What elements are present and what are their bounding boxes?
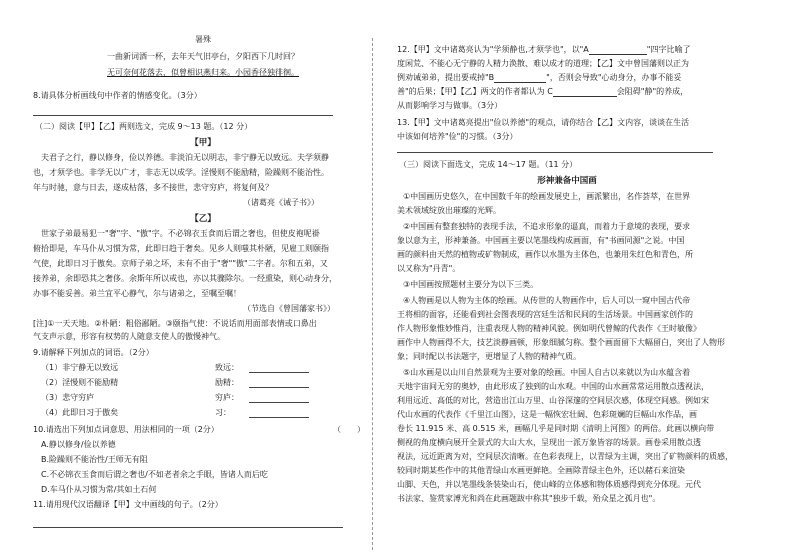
q10-option-d: D.车马仆从习惯为常/其如土石何 (41, 485, 157, 494)
yi-line-5: 办事不能妥善。弟兰宜平心静气，尔与诸弟之，至嘱至嘱！ (33, 289, 241, 298)
q13-answer-line[interactable] (397, 152, 713, 153)
q9-key-3: 穷庐： (215, 393, 239, 402)
p5-line-4: 代山水画的代表作《千里江山图》，这是一幅恢宏壮阔、色彩斑斓的巨幅山水作品，画 (397, 410, 697, 419)
p2-line-4: 以又称为"丹青"。 (397, 264, 461, 273)
p5-line-5: 卷长 11.915 米、高 0.515 米，画幅几乎是同时期《清明上河图》的两倍。此画以横向带 (397, 424, 715, 433)
p5-line-6: 侧视的角度横向展开全景式的大山大水，呈现出一派万象皆容的场景。画卷采用散点透 (397, 438, 701, 447)
jia-label: 【甲】 (190, 138, 216, 148)
q10-option-b: B.险躁则不能治性/王师无有阻 (41, 455, 148, 464)
q11-answer-line[interactable] (33, 527, 343, 528)
q12-blank-a[interactable] (589, 46, 647, 55)
q9-answer-2[interactable] (249, 387, 309, 388)
q9-key-1: 致远： (215, 363, 239, 372)
q9-key-4: 习： (215, 408, 231, 417)
q9-item-4: （4）此即日习于傲矣 (41, 408, 119, 417)
p5-line-10: 书法家、鉴赏家溥光和尚在此画题跋中称其"独步千载，殆众星之孤月也"。 (397, 494, 661, 503)
q10-paren: （ ） (333, 425, 365, 434)
section-2-heading: （二）阅读【甲】【乙】两则选文，完成 9～13 题。（12 分） (35, 122, 253, 131)
yi-source: （节选自《曾国藩家书》） (243, 304, 335, 313)
q12-line-3: 例劝诫弟弟，提出要戒掉"B "，否则会导致"心动身分，办事不能妥 (397, 73, 682, 82)
p2-line-3: 画的颜料由天然的植物或矿物制成，画作以水墨为主体色，也兼用朱红色和青色，所 (397, 250, 693, 259)
p3-line-1: ③中国画按照题材主要分为以下三类。 (403, 280, 539, 289)
question-8: 8.请具体分析画线句中作者的情感变化。（3分） (33, 91, 202, 100)
question-10: 10.请选出下列加点词意思、用法相同的一项（2分） (33, 425, 219, 434)
p5-line-2: 天地宇宙间无穷的奥妙，由此形成了独到的山水观。中国的山水画常常运用散点透视法， (397, 382, 709, 391)
p5-line-7: 视法，远近距离为对，空间层次清晰。在色彩表现上，以青绿为主调，突出了矿物颜料的质感， (397, 452, 733, 461)
yi-line-1: 世家子弟最易犯一"奢"字、"傲"字。不必锦衣玉食而后谓之奢也，但使皮袍呢褂 (41, 229, 320, 238)
q10-option-c: C.不必锦衣玉食而后谓之奢也/不如老者余之手眼，皆诸人而后吃 (41, 470, 268, 479)
jia-source: （诸葛亮《诫子书》） (243, 198, 319, 207)
q9-key-2: 励精： (215, 378, 239, 387)
p2-line-2: 象以意为主，形神兼备。中国画主要以笔墨线构成画面，有"书画同源"之说。中国 (397, 236, 685, 245)
article-title: 形神兼备中国画 (537, 176, 597, 186)
p4-line-3: 作人物形象惟妙惟肖，注重表现人物的精神风貌。例如明代曾鲸的代表作《王时敏像》 (397, 324, 701, 333)
answer-line (33, 115, 333, 116)
p4-line-5: 象；同时配以书法题字，更增显了人物的精神气质。 (397, 352, 581, 361)
p2-line-1: ②中国画有整套独特的表现手法，不追求形象的逼真，而着力于意境的表现，要求 (403, 222, 691, 231)
p4-line-1: ④人物画是以人物为主体的绘画。从传世的人物画作中，后人可以一窥中国古代帝 (403, 296, 691, 305)
q12-line-1: 12.【甲】文中诸葛亮认为"学须静也,才须学也"，以"A "四字比喻了 (397, 45, 691, 54)
q9-item-2: （2）淫慢则不能励精 (41, 378, 119, 387)
question-9: 9.请解释下列加点的词语。（2分） (33, 348, 154, 357)
q12-blank-c[interactable] (553, 88, 617, 97)
q12-line-4: 善"的后果；【甲】【乙】两文的作者都认为 C 会阻碍"静"的养成， (397, 87, 689, 96)
poem-line-1: 一曲新词酒一杯，去年天气旧亭台，夕阳西下几时回？ (107, 52, 299, 61)
q10-option-a: A.静以修身/俭以养德 (41, 440, 116, 449)
q12-blank-b[interactable] (494, 74, 546, 83)
yi-line-2: 俯拾即是，车马仆从习惯为常，此即日趋于奢矣。见乡人则嗤其朴陋，见雇工则颐指 (33, 244, 329, 253)
column-divider (372, 38, 373, 550)
q9-item-3: （3）悲守穷庐 (41, 393, 95, 402)
section-3-heading: （三）阅读下面选文，完成 14～17 题。（11 分） (399, 160, 578, 169)
q9-answer-4[interactable] (249, 417, 309, 418)
q12-line-5: 从而影响学习与做事。（3分） (397, 101, 503, 110)
poem-title: 暑殊 (195, 35, 211, 44)
p4-line-4: 画作中人物画得不大，技艺淡静画顿，形象细腻匀称。整个画面留下大幅留白，突出了人物形 (397, 338, 725, 347)
q9-item-1: （1）非宁静无以致远 (41, 363, 119, 372)
jia-line-3: 年与时驰，意与日去，遂成枯落，多不接世，悲守穷庐，将复何及？ (33, 183, 273, 192)
p1-line-1: ①中国画历史悠久，在中国数千年的绘画发展史上，画派繁出，名作荟萃，在世界 (403, 192, 691, 201)
jia-line-2: 也，才须学也。非学无以广才，非志无以成学。淫慢则不能励精，险躁则不能治性。 (33, 168, 329, 177)
q9-answer-3[interactable] (249, 402, 309, 403)
q9-answer-1[interactable] (249, 372, 309, 373)
p4-line-2: 王将相的面容，还能看到社会图表现的宫廷生活和民间的生活场景。中国画家创作的 (397, 310, 693, 319)
question-11: 11.请用现代汉语翻译【甲】文中画线的句子。（2分） (33, 500, 223, 509)
yi-line-4: 接养弟，余即恐其之奢侈。余斯年所以戒也，亦以其骤除尔。一经熏染，则心动身分， (33, 274, 337, 283)
yi-label: 【乙】 (190, 214, 216, 224)
note-line-1: [注]①一天天地。②朴陋：粗俗鄙陋。③颐指气使：不说话而用面部表情或口鼻出 (33, 319, 317, 328)
note-line-2: 气支声示意，形容有权势的人随意支使人的傲慢神气。 (33, 332, 225, 341)
q13-line-2: 中该如何培养"俭"的习惯。（3分） (397, 132, 518, 141)
p1-line-2: 美术领域绽放出璀璨的光辉。 (397, 206, 501, 215)
p5-line-9: 山脚、天色，并以笔墨线条装染山石，使山峰的立体感和物体质感得到充分体现。元代 (397, 480, 701, 489)
q13-line-1: 13.【甲】文中诸葛亮提出"俭以养德"的观点，请你结合【乙】文内容，谈谈在生活 (397, 118, 690, 127)
p5-line-8: 较同时期某些作中的其他青绿山水画更鲜艳。全画除青绿主色外，还以赭石来渲染 (397, 466, 685, 475)
jia-line-1: 夫君子之行，静以修身，俭以养德。非淡泊无以明志，非宁静无以致远。夫学须静 (41, 153, 329, 162)
yi-line-3: 气使，此即日习于傲矣。京师子弟之坏，未有不由于"奢""傲"二字者。尔和五弟，又 (33, 259, 328, 268)
poem-line-2: 无可奈何花落去，似曾相识燕归来。小园香径独徘徊。 (107, 68, 299, 77)
q12-line-2: 度闲荒、不能心无宁静的人精力涣散、难以成才的道理；【乙】文中曾国藩则以正为 (397, 59, 689, 68)
p5-line-1: ⑤山水画是以山川自然景观为主要对象的绘画。中国人自古以来就以为山水蕴含着 (403, 368, 691, 377)
p5-line-3: 利用远近、高低的对比，营造出江山万里、山谷深邃的空间层次感，体现空间感。例如宋 (397, 396, 709, 405)
